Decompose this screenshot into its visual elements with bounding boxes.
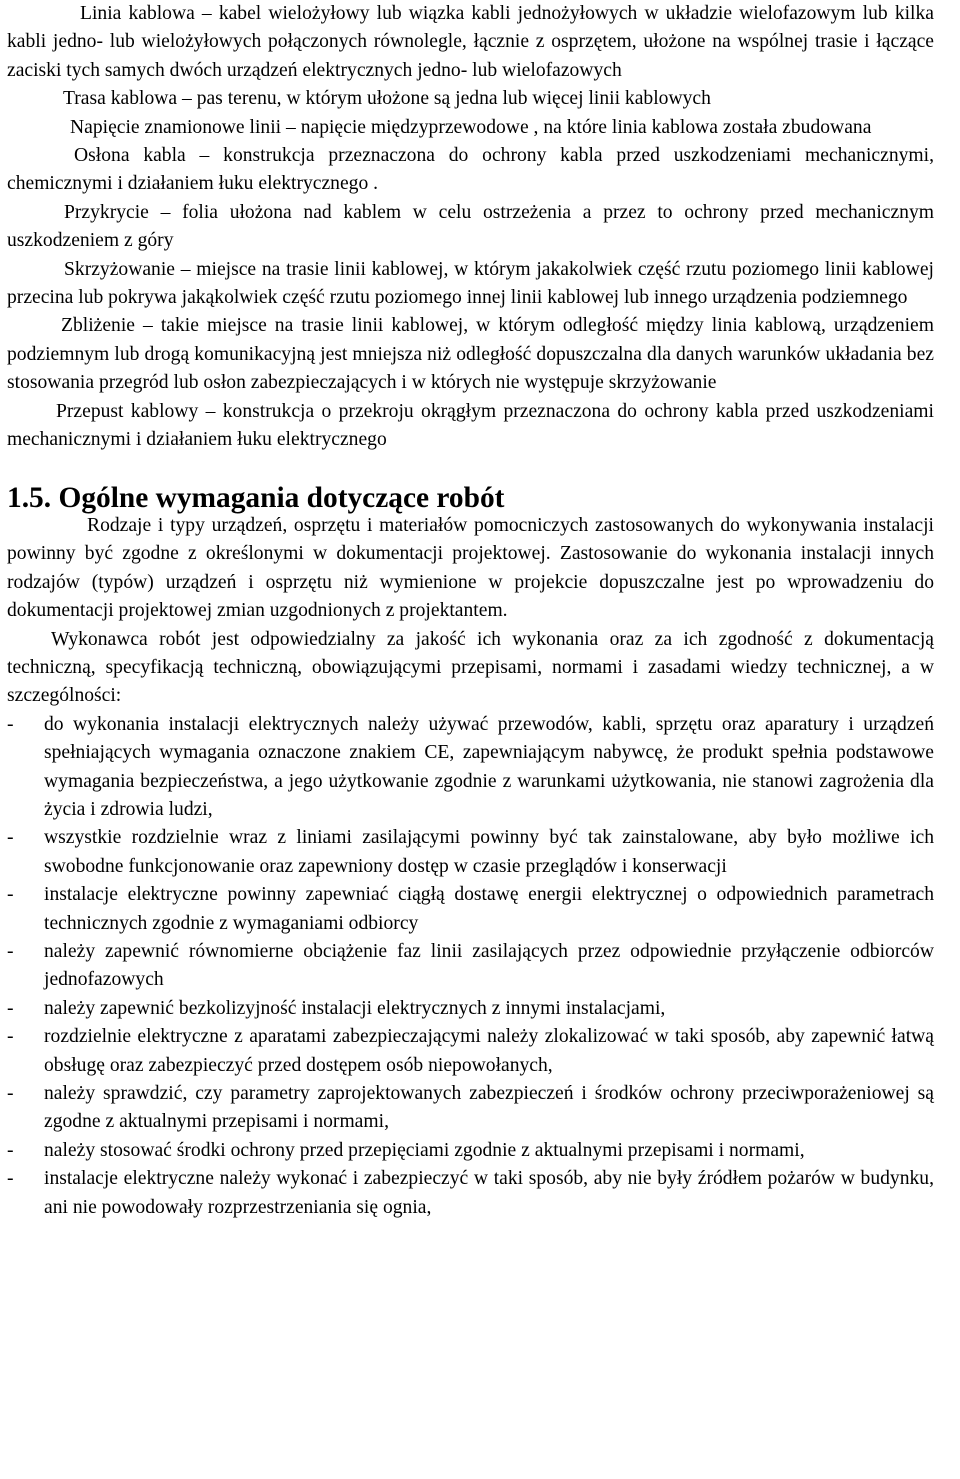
list-item — [7, 1023, 934, 1080]
list-dash: - — [7, 827, 14, 849]
list-dash: - — [7, 997, 14, 1019]
definition-napiecie-znamionowe: Napięcie znamionowe linii – napięcie międzyprzewodowe , na które linia kablowa została zbudowana — [70, 116, 872, 138]
document-page — [7, 0, 934, 1222]
list-item-text: wszystkie rozdzielnie wraz z liniami zasilającymi powinny być tak zainstalowane, aby było możliwe ich swobodne funkcjonowanie oraz zapewniony dostęp w czasie przeglądów i konserwacji — [44, 827, 934, 877]
list-item — [7, 881, 934, 938]
section-paragraph: Wykonawca robót jest odpowiedzialny za jakość ich wykonania oraz za ich zgodność z dokumentacją techniczną, specyfikacją techniczną, obowiązującymi przepisami, normami i zasadami wiedzy technicznej, a w szczególności: — [7, 628, 934, 707]
list-item-text: należy sprawdzić, czy parametry zaprojektowanych zabezpieczeń i środków ochrony przeciwporażeniowej są zgodne z aktualnymi przepisami i normami, — [44, 1083, 934, 1133]
list-item-text: należy stosować środki ochrony przed przepięciami zgodnie z aktualnymi przepisami i normami, — [44, 1139, 805, 1161]
list-item — [7, 1080, 934, 1137]
list-item-text: rozdzielnie elektryczne z aparatami zabezpieczającymi należy zlokalizować w taki sposób, aby zapewnić łatwą obsługę oraz zabezpieczyć przed dostępem osób niepowołanych, — [44, 1026, 934, 1076]
list-dash: - — [7, 713, 14, 735]
list-item-text: należy zapewnić równomierne obciążenie faz linii zasilających przez odpowiednie przyłączenie odbiorców jednofazowych — [44, 941, 934, 991]
definition-linia-kablowa: Linia kablowa – kabel wielożyłowy lub wiązka kabli jednożyłowych w układzie wielofazowym lub kilka kabli jedno- lub wielożyłowych połączonych równolegle, łącznie z osprzętem, ułożone na wspólnej trasie i łączące zaciski tych samych dwóch urządzeń elektrycznych jedno- lub wielofazowych — [7, 3, 934, 81]
definitions-block — [7, 0, 934, 455]
list-item-text: instalacje elektryczne należy wykonać i zabezpieczyć w taki sposób, aby nie były źródłem pożarów w budynku, ani nie powodowały rozprzestrzeniania się ognia, — [44, 1168, 934, 1218]
list-dash: - — [7, 884, 14, 906]
definition-skrzyzowanie: Skrzyżowanie – miejsce na trasie linii kablowej, w którym jakakolwiek część rzutu poziomego linii kablowej przecina lub pokrywa jakąkolwiek część rzutu poziomego innej linii kablowej lub innego urządzenia podziemnego — [7, 258, 934, 309]
list-item-text: instalacje elektryczne powinny zapewniać ciągłą dostawę energii elektrycznej o odpowiednich parametrach technicznych zgodnie z wymaganiami odbiorcy — [44, 884, 934, 934]
definition-przepust-kablowy: Przepust kablowy – konstrukcja o przekroju okrągłym przeznaczona do ochrony kabla przed uszkodzeniami mechanicznymi i działaniem łuku elektrycznego — [7, 400, 934, 451]
list-item — [7, 1137, 934, 1165]
list-dash: - — [7, 941, 14, 962]
requirements-list — [7, 711, 934, 1222]
list-item-text: należy zapewnić bezkolizyjność instalacji elektrycznych z innymi instalacjami, — [44, 997, 666, 1019]
list-dash: - — [7, 1083, 14, 1105]
definition-zblizenie: Zbliżenie – takie miejsce na trasie linii kablowej, w którym odległość między linia kablową, urządzeniem podziemnym lub drogą komunikacyjną jest mniejsza niż odległość dopuszczalna dla danych warunków układania bez stosowania przegród lub osłon zabezpieczających i w których nie występuje skrzyżowanie — [7, 315, 934, 394]
list-item — [7, 711, 934, 825]
section-paragraph: Rodzaje i typy urządzeń, osprzętu i materiałów pomocniczych zastosowanych do wykonywania instalacji powinny być zgodne z określonymi w dokumentacji projektowej. Zastosowanie do wykonania instalacji innych rodzajów (typów) urządzeń i osprzętu niż wymienione w projekcie dopuszczalne jest po wprowadzeniu do dokumentacji projektowej zmian uzgodnionych z projektantem. — [7, 514, 934, 622]
definition-trasa-kablowa: Trasa kablowa – pas terenu, w którym ułożone są jedna lub więcej linii kablowych — [63, 88, 711, 110]
definition-przykrycie: Przykrycie – folia ułożona nad kablem w celu ostrzeżenia a przez to ochrony przed mechanicznym uszkodzeniem z góry — [7, 201, 934, 252]
section-number: 1.5. — [7, 481, 52, 514]
section-title: Ogólne wymagania dotyczące robót — [58, 481, 505, 514]
list-dash: - — [7, 1168, 14, 1190]
list-dash: - — [7, 1139, 14, 1161]
list-dash: - — [7, 1026, 14, 1048]
list-item — [7, 995, 934, 1023]
definition-oslona-kabla: Osłona kabla – konstrukcja przeznaczona do ochrony kabla przed uszkodzeniami mechanicznymi, chemicznymi i działaniem łuku elektrycznego . — [7, 145, 934, 195]
list-item-text: do wykonania instalacji elektrycznych należy używać przewodów, kabli, sprzętu oraz aparatury i urządzeń spełniających wymagania oznaczone znakiem CE, zapewniającym nabywcę, że produkt spełnia podstawowe wymagania bezpieczeństwa, a jego użytkowanie zgodnie z warunkami użytkowania, nie stanowi zagrożenia dla życia i zdrowia ludzi, — [44, 713, 934, 820]
section-heading — [7, 481, 934, 514]
list-item — [7, 1165, 934, 1222]
list-item — [7, 824, 934, 881]
list-item — [7, 938, 934, 995]
